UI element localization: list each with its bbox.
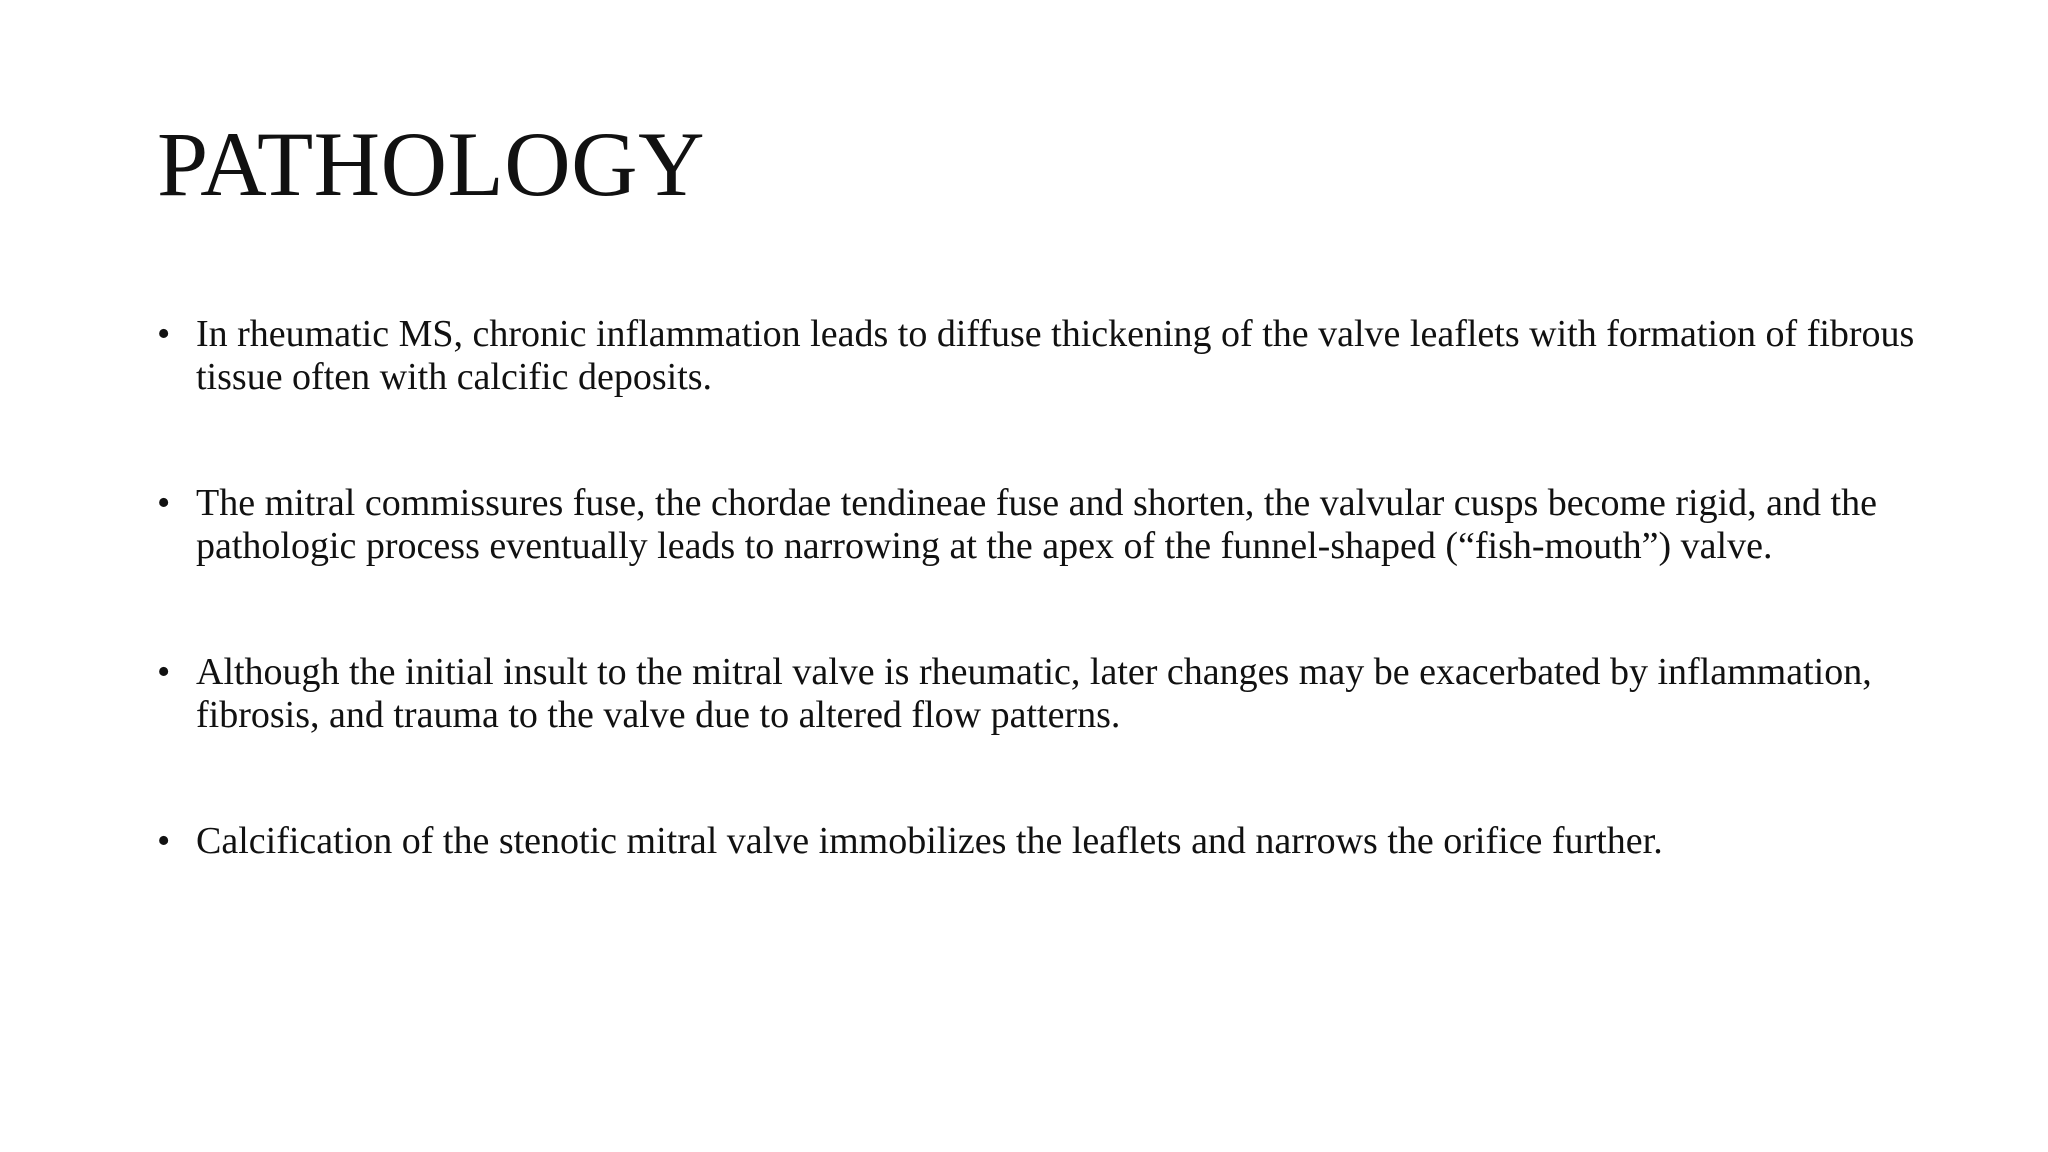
- bullet-item: [157, 482, 1937, 568]
- bullet-list: [157, 313, 1937, 946]
- bullet-icon: •: [157, 482, 171, 524]
- bullet-item: [157, 820, 1937, 863]
- bullet-item: [157, 313, 1937, 399]
- bullet-text: In rheumatic MS, chronic inflammation leads to diffuse thickening of the valve leaflets with formation of fibrous tissue often with calcific deposits.: [196, 313, 1915, 398]
- bullet-text: Calcification of the stenotic mitral valve immobilizes the leaflets and narrows the orifice further.: [196, 820, 1663, 862]
- bullet-icon: •: [157, 313, 171, 355]
- bullet-item: [157, 651, 1937, 737]
- slide-title: PATHOLOGY: [157, 113, 706, 215]
- bullet-icon: •: [157, 651, 171, 693]
- bullet-icon: •: [157, 820, 171, 862]
- bullet-text: Although the initial insult to the mitral valve is rheumatic, later changes may be exacerbated by inflammation, fibrosis, and trauma to the valve due to altered flow patterns.: [196, 651, 1872, 736]
- bullet-text: The mitral commissures fuse, the chordae tendineae fuse and shorten, the valvular cusps become rigid, and the pathologic process eventually leads to narrowing at the apex of the funnel-shaped (“fish-mouth”) valve.: [196, 482, 1877, 567]
